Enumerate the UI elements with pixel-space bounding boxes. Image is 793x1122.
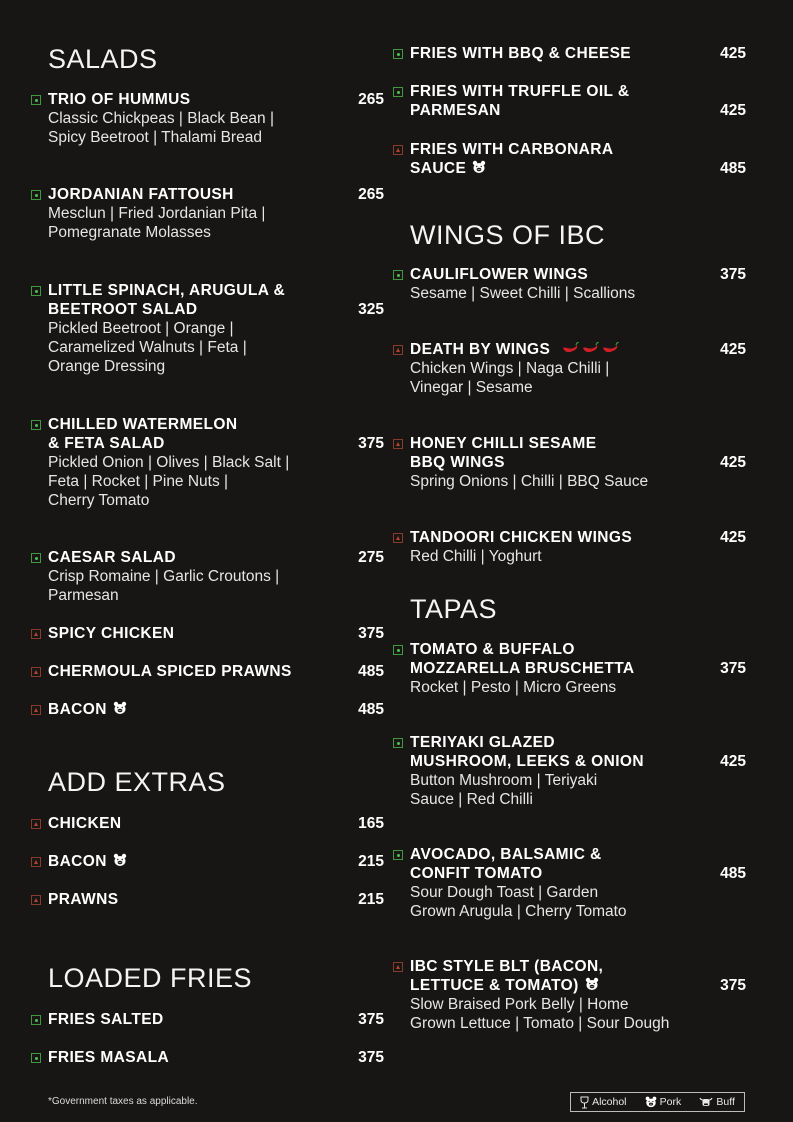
nonveg-icon	[393, 533, 403, 543]
item-name: FRIES WITH CARBONARA	[410, 141, 614, 158]
veg-icon	[393, 850, 403, 860]
section-title-salads: SALADS	[48, 44, 158, 74]
item-price: 375	[358, 1011, 384, 1028]
nonveg-icon	[31, 819, 41, 829]
item-price: 485	[358, 663, 384, 680]
nonveg-icon	[393, 145, 403, 155]
alcohol-icon	[580, 1096, 589, 1109]
chili-icon	[581, 342, 601, 356]
nonveg-icon	[393, 439, 403, 449]
item-name: LITTLE SPINACH, ARUGULA &	[48, 282, 286, 299]
nonveg-icon	[393, 345, 403, 355]
item-name	[410, 159, 486, 178]
item-desc: Pickled Onion | Olives | Black Salt |	[48, 454, 290, 471]
veg-icon	[31, 553, 41, 563]
item-desc: Pomegranate Molasses	[48, 224, 211, 241]
item-desc: Sauce | Red Chilli	[410, 791, 533, 808]
item-price: 425	[720, 454, 746, 471]
item-price: 165	[358, 815, 384, 832]
item-price: 425	[720, 753, 746, 770]
item-name: FRIES WITH TRUFFLE OIL &	[410, 83, 630, 100]
veg-icon	[31, 190, 41, 200]
item-name: AVOCADO, BALSAMIC &	[410, 846, 602, 863]
veg-icon	[393, 270, 403, 280]
item-name: PRAWNS	[48, 891, 119, 908]
spice-level	[561, 341, 621, 358]
item-name	[48, 700, 127, 719]
item-name: FRIES MASALA	[48, 1049, 170, 1066]
pork-icon	[113, 701, 127, 715]
pork-icon	[113, 853, 127, 867]
item-name: SPICY CHICKEN	[48, 625, 175, 642]
item-name-text: DEATH BY WINGS	[410, 341, 551, 358]
item-desc: Orange Dressing	[48, 358, 166, 375]
item-name: TANDOORI CHICKEN WINGS	[410, 529, 633, 546]
chili-icon	[601, 342, 621, 356]
item-desc: Cherry Tomato	[48, 492, 150, 509]
veg-icon	[31, 420, 41, 430]
item-name: PARMESAN	[410, 102, 501, 119]
item-desc: Vinegar | Sesame	[410, 379, 533, 396]
item-name: TOMATO & BUFFALO	[410, 641, 575, 658]
item-price: 265	[358, 91, 384, 108]
veg-icon	[31, 1015, 41, 1025]
item-desc: Button Mushroom | Teriyaki	[410, 772, 598, 789]
item-price: 325	[358, 301, 384, 318]
item-price: 375	[358, 1049, 384, 1066]
legend-label: Buff	[716, 1096, 735, 1108]
item-desc: Slow Braised Pork Belly | Home	[410, 996, 629, 1013]
section-title-add-extras: ADD EXTRAS	[48, 767, 226, 797]
section-title-loaded-fries: LOADED FRIES	[48, 963, 253, 993]
item-name	[410, 340, 621, 359]
section-title-wings: WINGS OF IBC	[410, 220, 605, 250]
legend-item-alcohol	[580, 1096, 626, 1109]
item-name: MOZZARELLA BRUSCHETTA	[410, 660, 635, 677]
item-desc: Crisp Romaine | Garlic Croutons |	[48, 568, 280, 585]
item-desc: Parmesan	[48, 587, 119, 604]
nonveg-icon	[31, 705, 41, 715]
item-name: TERIYAKI GLAZED	[410, 734, 555, 751]
pork-icon	[645, 1096, 657, 1108]
chili-icon	[561, 342, 581, 356]
item-desc: Spicy Beetroot | Thalami Bread	[48, 129, 262, 146]
item-price: 485	[720, 160, 746, 177]
item-name	[410, 976, 599, 995]
item-desc: Caramelized Walnuts | Feta |	[48, 339, 247, 356]
item-name-text: LETTUCE & TOMATO)	[410, 977, 579, 994]
legend-item-pork	[645, 1096, 682, 1108]
legend-item-buff	[699, 1096, 735, 1108]
buff-icon	[699, 1096, 713, 1108]
nonveg-icon	[31, 857, 41, 867]
item-name: CONFIT TOMATO	[410, 865, 543, 882]
item-price: 485	[358, 701, 384, 718]
veg-icon	[393, 738, 403, 748]
item-price: 425	[720, 529, 746, 546]
item-name: TRIO OF HUMMUS	[48, 91, 191, 108]
legend-label: Alcohol	[592, 1096, 627, 1108]
nonveg-icon	[31, 629, 41, 639]
item-price: 485	[720, 865, 746, 882]
item-price: 375	[720, 977, 746, 994]
item-price: 375	[358, 435, 384, 452]
item-price: 375	[358, 625, 384, 642]
item-desc: Classic Chickpeas | Black Bean |	[48, 110, 275, 127]
pork-icon	[585, 977, 599, 991]
item-name-text: BACON	[48, 701, 107, 718]
item-price: 425	[720, 45, 746, 62]
section-title-tapas: TAPAS	[410, 594, 498, 624]
item-name: & FETA SALAD	[48, 435, 165, 452]
item-price: 215	[358, 853, 384, 870]
item-name-text: SAUCE	[410, 160, 467, 177]
veg-icon	[31, 286, 41, 296]
item-name-text: BACON	[48, 853, 107, 870]
item-name: CHICKEN	[48, 815, 122, 832]
item-desc: Red Chilli | Yoghurt	[410, 548, 542, 565]
item-name: CHERMOULA SPICED PRAWNS	[48, 663, 292, 680]
veg-icon	[31, 1053, 41, 1063]
item-name: FRIES SALTED	[48, 1011, 164, 1028]
item-price: 215	[358, 891, 384, 908]
item-price: 375	[720, 660, 746, 677]
nonveg-icon	[31, 895, 41, 905]
veg-icon	[393, 49, 403, 59]
veg-icon	[393, 87, 403, 97]
item-name: CAESAR SALAD	[48, 549, 176, 566]
item-name: HONEY CHILLI SESAME	[410, 435, 597, 452]
item-name: BBQ WINGS	[410, 454, 505, 471]
item-price: 425	[720, 102, 746, 119]
item-desc: Chicken Wings | Naga Chilli |	[410, 360, 610, 377]
pork-icon	[472, 160, 486, 174]
item-desc: Spring Onions | Chilli | BBQ Sauce	[410, 473, 649, 490]
item-desc: Sour Dough Toast | Garden	[410, 884, 599, 901]
item-price: 375	[720, 266, 746, 283]
item-desc: Grown Lettuce | Tomato | Sour Dough	[410, 1015, 670, 1032]
item-name: FRIES WITH BBQ & CHEESE	[410, 45, 632, 62]
tax-footnote: *Government taxes as applicable.	[48, 1096, 198, 1107]
item-desc: Feta | Rocket | Pine Nuts |	[48, 473, 229, 490]
item-name: JORDANIAN FATTOUSH	[48, 186, 234, 203]
item-desc: Rocket | Pesto | Micro Greens	[410, 679, 617, 696]
item-price: 265	[358, 186, 384, 203]
legend-label: Pork	[659, 1096, 682, 1108]
item-name: IBC STYLE BLT (BACON,	[410, 958, 604, 975]
item-name	[48, 852, 127, 871]
icon-legend	[570, 1092, 745, 1112]
item-desc: Mesclun | Fried Jordanian Pita |	[48, 205, 266, 222]
nonveg-icon	[31, 667, 41, 677]
item-desc: Sesame | Sweet Chilli | Scallions	[410, 285, 636, 302]
item-desc: Pickled Beetroot | Orange |	[48, 320, 234, 337]
item-price: 425	[720, 341, 746, 358]
veg-icon	[393, 645, 403, 655]
veg-icon	[31, 95, 41, 105]
nonveg-icon	[393, 962, 403, 972]
item-name: CAULIFLOWER WINGS	[410, 266, 589, 283]
item-name: CHILLED WATERMELON	[48, 416, 238, 433]
item-name: BEETROOT SALAD	[48, 301, 198, 318]
item-name: MUSHROOM, LEEKS & ONION	[410, 753, 644, 770]
item-price: 275	[358, 549, 384, 566]
item-desc: Grown Arugula | Cherry Tomato	[410, 903, 627, 920]
